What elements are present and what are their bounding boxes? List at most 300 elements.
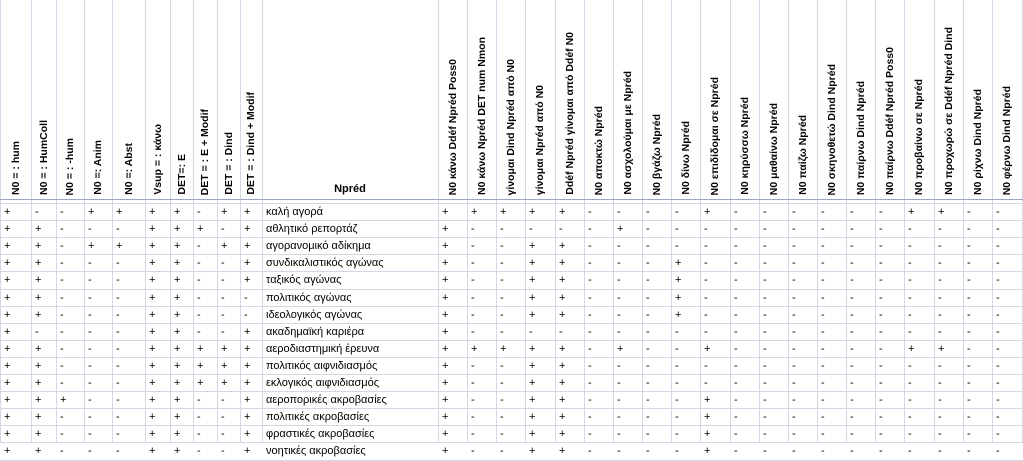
table-cell[interactable]: - (244, 292, 248, 304)
table-cell[interactable]: + (149, 274, 156, 286)
table-cell[interactable]: - (908, 309, 912, 321)
column-header[interactable] (0, 0, 31, 199)
table-cell[interactable]: - (88, 428, 92, 440)
table-cell[interactable]: + (500, 343, 507, 355)
table-cell[interactable]: - (967, 411, 971, 423)
table-cell[interactable]: + (174, 445, 181, 457)
table-cell[interactable]: + (174, 360, 181, 372)
table-cell[interactable]: - (763, 223, 767, 235)
table-cell[interactable]: - (704, 274, 708, 286)
table-cell[interactable]: - (588, 445, 592, 457)
table-cell[interactable]: - (646, 223, 650, 235)
table-cell[interactable]: + (35, 377, 42, 389)
table-cell[interactable]: - (500, 223, 504, 235)
table-cell[interactable]: + (675, 257, 682, 269)
column-header[interactable] (438, 0, 467, 199)
table-cell[interactable]: - (646, 206, 650, 218)
table-cell[interactable]: - (704, 292, 708, 304)
table-cell[interactable]: - (792, 240, 796, 252)
npred-cell[interactable]: καλή αγορά (266, 206, 323, 218)
column-header[interactable] (642, 0, 671, 199)
table-cell[interactable]: + (244, 343, 251, 355)
table-cell[interactable]: + (704, 206, 711, 218)
table-cell[interactable]: - (821, 223, 825, 235)
npred-cell[interactable]: φραστικές ακροβασίες (266, 428, 375, 440)
table-cell[interactable]: - (197, 411, 201, 423)
table-cell[interactable]: - (471, 223, 475, 235)
table-cell[interactable]: + (529, 360, 536, 372)
table-cell[interactable]: + (174, 206, 181, 218)
column-header[interactable] (467, 0, 496, 199)
table-cell[interactable]: - (221, 428, 225, 440)
table-cell[interactable]: + (529, 240, 536, 252)
npred-cell[interactable]: αεροδιαστημική έρευνα (266, 343, 380, 355)
table-cell[interactable]: - (734, 240, 738, 252)
table-cell[interactable]: - (792, 326, 796, 338)
table-cell[interactable]: - (221, 411, 225, 423)
table-cell[interactable]: + (149, 292, 156, 304)
table-cell[interactable]: - (879, 445, 883, 457)
table-cell[interactable]: - (646, 343, 650, 355)
table-cell[interactable]: + (559, 411, 566, 423)
table-cell[interactable]: - (588, 309, 592, 321)
table-cell[interactable]: - (471, 377, 475, 389)
table-cell[interactable]: + (704, 445, 711, 457)
table-cell[interactable]: - (704, 360, 708, 372)
table-cell[interactable]: - (588, 411, 592, 423)
table-cell[interactable]: - (617, 445, 621, 457)
table-cell[interactable]: - (88, 343, 92, 355)
npred-cell[interactable]: αγορανομικό αδίκημα (266, 240, 371, 252)
column-header[interactable] (217, 0, 240, 199)
table-cell[interactable]: + (4, 274, 11, 286)
table-cell[interactable]: + (35, 240, 42, 252)
table-cell[interactable]: - (763, 360, 767, 372)
table-cell[interactable]: + (197, 377, 204, 389)
table-cell[interactable]: - (879, 394, 883, 406)
table-cell[interactable]: + (149, 206, 156, 218)
table-cell[interactable]: + (174, 240, 181, 252)
column-header[interactable] (56, 0, 84, 199)
table-cell[interactable]: - (221, 326, 225, 338)
table-cell[interactable]: + (221, 240, 228, 252)
table-cell[interactable]: + (442, 309, 449, 321)
table-cell[interactable]: - (88, 292, 92, 304)
table-cell[interactable]: + (35, 428, 42, 440)
table-cell[interactable]: - (734, 206, 738, 218)
table-cell[interactable]: - (617, 257, 621, 269)
table-cell[interactable]: - (879, 257, 883, 269)
table-cell[interactable]: - (704, 377, 708, 389)
table-cell[interactable]: - (500, 360, 504, 372)
table-cell[interactable]: + (4, 206, 11, 218)
table-cell[interactable]: + (88, 206, 95, 218)
table-cell[interactable]: - (763, 377, 767, 389)
table-cell[interactable]: - (675, 223, 679, 235)
table-cell[interactable]: + (244, 274, 251, 286)
table-cell[interactable]: - (646, 292, 650, 304)
table-cell[interactable]: + (442, 360, 449, 372)
table-cell[interactable]: + (174, 377, 181, 389)
table-cell[interactable]: - (734, 394, 738, 406)
table-cell[interactable]: - (850, 206, 854, 218)
table-cell[interactable]: + (559, 206, 566, 218)
table-cell[interactable]: + (149, 257, 156, 269)
table-cell[interactable]: - (617, 411, 621, 423)
table-cell[interactable]: - (996, 274, 1000, 286)
table-cell[interactable]: - (646, 257, 650, 269)
table-cell[interactable]: - (197, 274, 201, 286)
table-cell[interactable]: - (646, 274, 650, 286)
table-cell[interactable]: + (244, 206, 251, 218)
table-cell[interactable]: + (35, 411, 42, 423)
table-cell[interactable]: + (4, 360, 11, 372)
npred-cell[interactable]: αθλητικό ρεπορτάζ (266, 223, 358, 235)
table-cell[interactable]: - (588, 223, 592, 235)
table-cell[interactable]: - (221, 292, 225, 304)
table-cell[interactable]: - (646, 377, 650, 389)
table-cell[interactable]: + (559, 274, 566, 286)
table-cell[interactable]: + (149, 326, 156, 338)
table-cell[interactable]: - (996, 394, 1000, 406)
table-cell[interactable]: - (588, 274, 592, 286)
table-cell[interactable]: - (938, 394, 942, 406)
table-cell[interactable]: - (996, 343, 1000, 355)
table-cell[interactable]: - (617, 360, 621, 372)
table-cell[interactable]: - (675, 411, 679, 423)
table-cell[interactable]: - (221, 274, 225, 286)
npred-cell[interactable]: ταξικός αγώνας (266, 274, 342, 286)
table-cell[interactable]: - (500, 326, 504, 338)
table-cell[interactable]: + (704, 343, 711, 355)
table-cell[interactable]: - (967, 394, 971, 406)
table-cell[interactable]: - (879, 292, 883, 304)
table-cell[interactable]: - (763, 411, 767, 423)
table-cell[interactable]: + (197, 360, 204, 372)
table-cell[interactable]: - (675, 240, 679, 252)
table-cell[interactable]: - (116, 223, 120, 235)
table-cell[interactable]: - (471, 257, 475, 269)
table-cell[interactable]: + (244, 360, 251, 372)
table-cell[interactable]: - (938, 257, 942, 269)
table-cell[interactable]: - (850, 394, 854, 406)
table-cell[interactable]: - (908, 428, 912, 440)
table-cell[interactable]: - (967, 206, 971, 218)
table-cell[interactable]: - (675, 343, 679, 355)
table-cell[interactable]: - (996, 240, 1000, 252)
table-cell[interactable]: - (529, 223, 533, 235)
table-cell[interactable]: - (763, 206, 767, 218)
table-cell[interactable]: - (734, 292, 738, 304)
table-cell[interactable]: - (500, 257, 504, 269)
table-cell[interactable]: + (4, 411, 11, 423)
table-cell[interactable]: - (967, 343, 971, 355)
table-cell[interactable]: - (60, 360, 64, 372)
table-cell[interactable]: + (908, 206, 915, 218)
table-cell[interactable]: - (996, 428, 1000, 440)
table-cell[interactable]: - (938, 292, 942, 304)
table-cell[interactable]: - (996, 292, 1000, 304)
table-cell[interactable]: - (500, 411, 504, 423)
table-cell[interactable]: - (500, 292, 504, 304)
table-cell[interactable]: - (704, 309, 708, 321)
table-cell[interactable]: + (675, 292, 682, 304)
table-cell[interactable]: - (850, 445, 854, 457)
table-cell[interactable]: - (471, 309, 475, 321)
table-cell[interactable]: - (967, 223, 971, 235)
table-cell[interactable]: - (734, 360, 738, 372)
table-cell[interactable]: - (617, 292, 621, 304)
table-cell[interactable]: - (116, 257, 120, 269)
table-cell[interactable]: - (792, 343, 796, 355)
table-cell[interactable]: + (4, 223, 11, 235)
table-cell[interactable]: - (850, 240, 854, 252)
table-cell[interactable]: + (35, 343, 42, 355)
table-cell[interactable]: - (675, 206, 679, 218)
table-cell[interactable]: + (4, 257, 11, 269)
table-cell[interactable]: + (471, 343, 478, 355)
table-cell[interactable]: + (442, 445, 449, 457)
table-cell[interactable]: + (174, 411, 181, 423)
table-cell[interactable]: - (821, 445, 825, 457)
table-cell[interactable]: - (471, 428, 475, 440)
table-cell[interactable]: - (879, 240, 883, 252)
table-cell[interactable]: - (996, 223, 1000, 235)
table-cell[interactable]: - (244, 309, 248, 321)
column-header[interactable] (613, 0, 642, 199)
table-cell[interactable]: - (821, 343, 825, 355)
column-header[interactable] (240, 0, 262, 199)
table-cell[interactable]: + (442, 223, 449, 235)
table-cell[interactable]: - (763, 445, 767, 457)
table-cell[interactable]: - (792, 206, 796, 218)
table-cell[interactable]: + (471, 206, 478, 218)
table-cell[interactable]: - (996, 309, 1000, 321)
table-cell[interactable]: - (734, 428, 738, 440)
table-cell[interactable]: - (197, 292, 201, 304)
table-cell[interactable]: - (908, 411, 912, 423)
table-cell[interactable]: + (174, 223, 181, 235)
column-header[interactable] (525, 0, 555, 199)
table-cell[interactable]: + (116, 240, 123, 252)
table-cell[interactable]: - (88, 445, 92, 457)
table-cell[interactable]: - (938, 274, 942, 286)
table-cell[interactable]: - (821, 274, 825, 286)
table-cell[interactable]: - (60, 343, 64, 355)
table-cell[interactable]: + (149, 411, 156, 423)
table-cell[interactable]: - (471, 411, 475, 423)
table-cell[interactable]: + (529, 428, 536, 440)
table-cell[interactable]: - (938, 411, 942, 423)
table-cell[interactable]: - (500, 428, 504, 440)
table-cell[interactable]: - (704, 257, 708, 269)
table-cell[interactable]: - (996, 360, 1000, 372)
table-cell[interactable]: - (879, 428, 883, 440)
table-cell[interactable]: - (646, 394, 650, 406)
table-cell[interactable]: - (675, 428, 679, 440)
table-cell[interactable]: - (763, 257, 767, 269)
column-header[interactable] (193, 0, 217, 199)
column-header[interactable] (788, 0, 817, 199)
table-cell[interactable]: - (559, 326, 563, 338)
table-cell[interactable]: - (821, 326, 825, 338)
table-cell[interactable]: - (116, 274, 120, 286)
column-header[interactable] (963, 0, 992, 199)
table-cell[interactable]: - (908, 240, 912, 252)
column-header[interactable] (730, 0, 759, 199)
table-cell[interactable]: + (244, 240, 251, 252)
table-cell[interactable]: + (35, 292, 42, 304)
table-cell[interactable]: + (442, 240, 449, 252)
table-cell[interactable]: - (60, 411, 64, 423)
table-cell[interactable]: - (879, 223, 883, 235)
table-cell[interactable]: + (88, 240, 95, 252)
table-cell[interactable]: + (197, 223, 204, 235)
table-cell[interactable]: - (763, 326, 767, 338)
table-cell[interactable]: + (938, 343, 945, 355)
table-cell[interactable]: - (908, 292, 912, 304)
table-cell[interactable]: + (704, 394, 711, 406)
table-cell[interactable]: + (221, 343, 228, 355)
table-cell[interactable]: - (792, 411, 796, 423)
table-cell[interactable]: - (116, 360, 120, 372)
table-cell[interactable]: - (734, 326, 738, 338)
table-cell[interactable]: + (4, 292, 11, 304)
table-cell[interactable]: - (850, 257, 854, 269)
table-cell[interactable]: - (60, 428, 64, 440)
table-cell[interactable]: + (617, 223, 624, 235)
table-cell[interactable]: - (967, 360, 971, 372)
table-cell[interactable]: - (763, 343, 767, 355)
table-cell[interactable]: - (617, 428, 621, 440)
table-cell[interactable]: - (821, 377, 825, 389)
table-cell[interactable]: + (704, 428, 711, 440)
table-cell[interactable]: - (116, 309, 120, 321)
table-cell[interactable]: + (174, 257, 181, 269)
table-cell[interactable]: - (35, 326, 39, 338)
column-header[interactable] (31, 0, 56, 199)
table-cell[interactable]: - (588, 377, 592, 389)
table-cell[interactable]: - (996, 206, 1000, 218)
table-cell[interactable]: - (60, 292, 64, 304)
table-cell[interactable]: + (529, 292, 536, 304)
table-cell[interactable]: + (442, 274, 449, 286)
table-cell[interactable]: + (4, 240, 11, 252)
table-cell[interactable]: + (559, 445, 566, 457)
table-cell[interactable]: + (35, 257, 42, 269)
column-header[interactable] (992, 0, 1022, 199)
table-cell[interactable]: - (792, 360, 796, 372)
table-cell[interactable]: + (529, 411, 536, 423)
table-cell[interactable]: + (244, 377, 251, 389)
table-cell[interactable]: - (967, 445, 971, 457)
table-cell[interactable]: - (996, 377, 1000, 389)
npred-cell[interactable]: νοητικές ακροβασίες (266, 445, 366, 457)
table-cell[interactable]: - (197, 445, 201, 457)
table-cell[interactable]: + (529, 343, 536, 355)
table-cell[interactable]: - (646, 428, 650, 440)
table-cell[interactable]: - (821, 394, 825, 406)
table-cell[interactable]: - (588, 257, 592, 269)
table-cell[interactable]: - (60, 326, 64, 338)
table-cell[interactable]: + (149, 377, 156, 389)
table-cell[interactable]: - (197, 326, 201, 338)
table-cell[interactable]: - (792, 445, 796, 457)
table-cell[interactable]: - (617, 394, 621, 406)
table-cell[interactable]: - (116, 394, 120, 406)
table-cell[interactable]: - (617, 206, 621, 218)
table-cell[interactable]: - (967, 377, 971, 389)
table-cell[interactable]: - (197, 240, 201, 252)
table-cell[interactable]: - (675, 360, 679, 372)
table-cell[interactable]: - (879, 309, 883, 321)
table-cell[interactable]: + (559, 240, 566, 252)
npred-cell[interactable]: αεροπορικές ακροβασίες (266, 394, 387, 406)
table-cell[interactable]: + (244, 428, 251, 440)
table-cell[interactable]: - (197, 428, 201, 440)
table-cell[interactable]: - (763, 309, 767, 321)
table-cell[interactable]: - (60, 257, 64, 269)
table-cell[interactable]: - (850, 360, 854, 372)
table-cell[interactable]: - (221, 257, 225, 269)
table-cell[interactable]: + (559, 343, 566, 355)
table-cell[interactable]: - (675, 326, 679, 338)
column-header[interactable] (904, 0, 934, 199)
table-cell[interactable]: - (617, 240, 621, 252)
table-cell[interactable]: - (88, 326, 92, 338)
table-cell[interactable]: - (704, 223, 708, 235)
table-cell[interactable]: - (588, 394, 592, 406)
table-cell[interactable]: - (675, 377, 679, 389)
table-cell[interactable]: - (88, 394, 92, 406)
table-cell[interactable]: + (35, 309, 42, 321)
table-cell[interactable]: - (908, 274, 912, 286)
table-cell[interactable]: - (908, 445, 912, 457)
table-cell[interactable]: - (996, 411, 1000, 423)
table-cell[interactable]: + (149, 240, 156, 252)
table-cell[interactable]: - (646, 309, 650, 321)
table-cell[interactable]: - (821, 411, 825, 423)
table-cell[interactable]: - (60, 206, 64, 218)
table-cell[interactable]: - (88, 309, 92, 321)
table-cell[interactable]: + (174, 326, 181, 338)
table-cell[interactable]: + (4, 377, 11, 389)
table-cell[interactable]: - (821, 292, 825, 304)
table-cell[interactable]: + (559, 257, 566, 269)
table-cell[interactable]: - (734, 257, 738, 269)
table-cell[interactable]: - (792, 428, 796, 440)
table-cell[interactable]: + (35, 223, 42, 235)
table-cell[interactable]: - (938, 445, 942, 457)
table-cell[interactable]: - (792, 394, 796, 406)
table-cell[interactable]: - (197, 309, 201, 321)
table-cell[interactable]: - (850, 377, 854, 389)
table-cell[interactable]: - (879, 274, 883, 286)
npred-cell[interactable]: πολιτικός αγώνας (266, 292, 352, 304)
table-cell[interactable]: + (442, 206, 449, 218)
table-cell[interactable]: - (763, 240, 767, 252)
table-cell[interactable]: + (559, 428, 566, 440)
table-cell[interactable]: - (588, 343, 592, 355)
table-cell[interactable]: - (908, 377, 912, 389)
table-cell[interactable]: - (850, 223, 854, 235)
table-cell[interactable]: - (116, 445, 120, 457)
table-cell[interactable]: + (529, 445, 536, 457)
table-cell[interactable]: - (471, 394, 475, 406)
table-cell[interactable]: + (244, 411, 251, 423)
table-cell[interactable]: - (792, 309, 796, 321)
table-cell[interactable]: - (908, 360, 912, 372)
